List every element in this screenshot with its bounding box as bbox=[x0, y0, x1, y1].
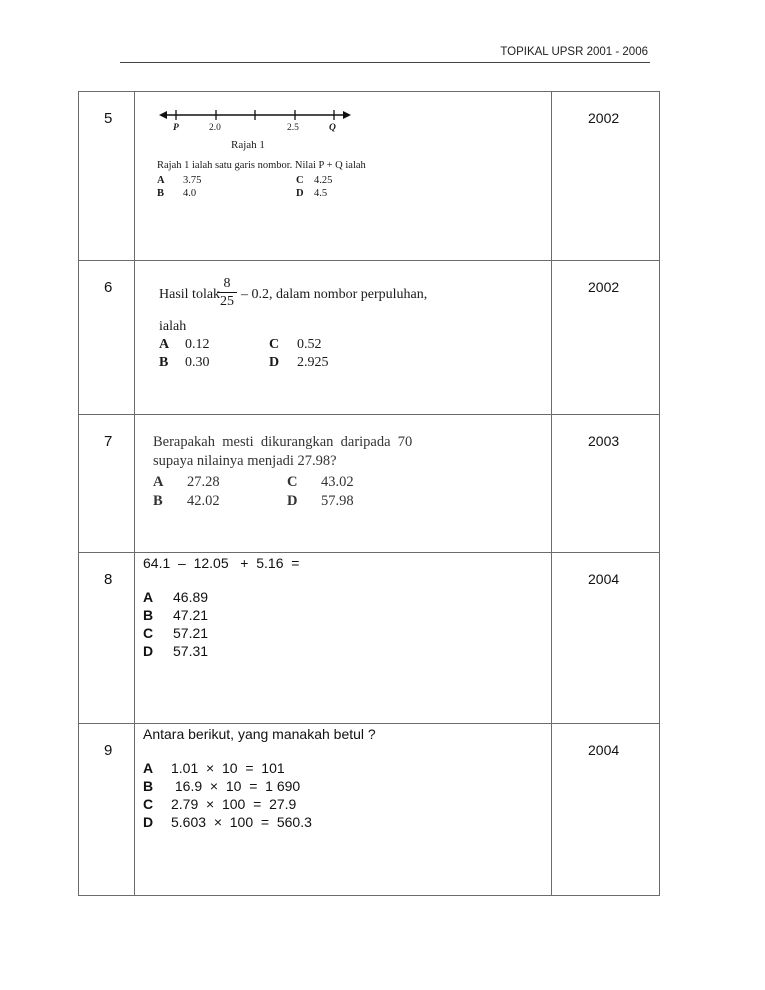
arrow-right-icon bbox=[343, 111, 351, 119]
option-value: 57.21 bbox=[173, 625, 209, 641]
label-2-5: 2.5 bbox=[287, 123, 299, 133]
question-stem-line2: ialah bbox=[159, 319, 187, 334]
option-value: 4.5 bbox=[314, 188, 328, 199]
question-cell bbox=[135, 261, 552, 415]
option-letter: B bbox=[159, 355, 169, 370]
fraction bbox=[217, 275, 237, 310]
fraction-numerator: 8 bbox=[217, 275, 237, 293]
option-value: 0.52 bbox=[297, 337, 322, 352]
option-letter: D bbox=[269, 355, 280, 370]
option-letter: C bbox=[269, 337, 280, 352]
option-letter: C bbox=[143, 796, 154, 812]
option-value: 16.9 × 10 = 1 690 bbox=[171, 778, 301, 794]
option-letter: B bbox=[153, 493, 163, 509]
option-value: 3.75 bbox=[183, 175, 202, 186]
question-number: 5 bbox=[104, 110, 113, 127]
option-value: 5.603 × 100 = 560.3 bbox=[171, 814, 312, 830]
option-letter: C bbox=[287, 474, 298, 490]
options bbox=[157, 174, 332, 200]
table-row bbox=[79, 415, 660, 553]
page-header bbox=[120, 44, 650, 63]
question-table bbox=[78, 91, 660, 896]
arrow-left-icon bbox=[159, 111, 167, 119]
option-value: 0.30 bbox=[185, 355, 210, 370]
option-value: 27.28 bbox=[187, 474, 220, 490]
option-letter: D bbox=[287, 493, 298, 509]
option-letter: B bbox=[157, 188, 165, 199]
option-letter: A bbox=[143, 760, 154, 776]
option-value: 2.925 bbox=[297, 355, 329, 370]
year-cell bbox=[552, 553, 660, 724]
year-label: 2003 bbox=[588, 433, 620, 449]
year-cell bbox=[552, 261, 660, 415]
option-value: 57.98 bbox=[321, 493, 354, 509]
question-number: 6 bbox=[104, 279, 113, 296]
question-number-cell bbox=[79, 415, 135, 553]
question-number-cell bbox=[79, 261, 135, 415]
option-value: 46.89 bbox=[173, 589, 209, 605]
question-cell bbox=[135, 553, 552, 724]
question-number-cell bbox=[79, 724, 135, 896]
option-letter: A bbox=[143, 589, 154, 605]
question-stem-cont: – 0.2, dalam nombor perpuluhan, bbox=[241, 287, 428, 302]
option-letter: B bbox=[143, 778, 154, 794]
year-cell bbox=[552, 415, 660, 553]
question-cell bbox=[135, 724, 552, 896]
header-title: TOPIKAL UPSR 2001 - 2006 bbox=[500, 46, 648, 58]
question-cell bbox=[135, 415, 552, 553]
year-cell bbox=[552, 92, 660, 261]
figure-caption: Rajah 1 bbox=[231, 139, 265, 151]
option-letter: A bbox=[159, 337, 170, 352]
question-stem: 64.1 – 12.05 + 5.16 = bbox=[143, 555, 300, 571]
options bbox=[159, 336, 329, 372]
year-label: 2002 bbox=[588, 279, 620, 295]
question-cell bbox=[135, 92, 552, 261]
option-value: 0.12 bbox=[185, 337, 210, 352]
option-letter: D bbox=[143, 814, 154, 830]
options bbox=[143, 588, 208, 660]
question-stem: Rajah 1 ialah satu garis nombor. Nilai P + Q ialah bbox=[157, 160, 366, 171]
option-value: 42.02 bbox=[187, 493, 220, 509]
option-letter: D bbox=[296, 188, 304, 199]
table-row bbox=[79, 261, 660, 415]
table-row bbox=[79, 92, 660, 261]
options bbox=[143, 759, 312, 831]
year-label: 2004 bbox=[588, 571, 620, 587]
option-letter: A bbox=[153, 474, 164, 490]
question-number: 8 bbox=[104, 571, 113, 588]
option-value: 4.0 bbox=[183, 188, 197, 199]
option-letter: A bbox=[157, 175, 165, 186]
question-number: 9 bbox=[104, 742, 113, 759]
option-letter: D bbox=[143, 643, 154, 659]
fraction-denominator: 25 bbox=[220, 294, 234, 309]
label-p: P bbox=[173, 123, 179, 133]
option-letter: B bbox=[143, 607, 154, 623]
question-stem: Hasil tolak bbox=[159, 287, 221, 302]
question-number-cell bbox=[79, 553, 135, 724]
option-value: 47.21 bbox=[173, 607, 209, 623]
question-stem: Berapakah mesti dikurangkan daripada 70 supaya nilainya menjadi 27.98? bbox=[153, 434, 413, 469]
table-row bbox=[79, 724, 660, 896]
year-cell bbox=[552, 724, 660, 896]
year-label: 2004 bbox=[588, 742, 620, 758]
label-2-0: 2.0 bbox=[209, 123, 221, 133]
option-value: 2.79 × 100 = 27.9 bbox=[171, 796, 297, 812]
option-value: 43.02 bbox=[321, 474, 354, 490]
option-letter: C bbox=[143, 625, 154, 641]
year-label: 2002 bbox=[588, 110, 620, 126]
option-value: 1.01 × 10 = 101 bbox=[171, 760, 285, 776]
table-row bbox=[79, 553, 660, 724]
option-value: 57.31 bbox=[173, 643, 209, 659]
question-number: 7 bbox=[104, 433, 113, 450]
option-letter: C bbox=[296, 175, 304, 186]
options bbox=[153, 473, 354, 511]
question-stem: Antara berikut, yang manakah betul ? bbox=[143, 726, 376, 742]
label-q: Q bbox=[329, 123, 336, 133]
question-number-cell bbox=[79, 92, 135, 261]
option-value: 4.25 bbox=[314, 175, 333, 186]
